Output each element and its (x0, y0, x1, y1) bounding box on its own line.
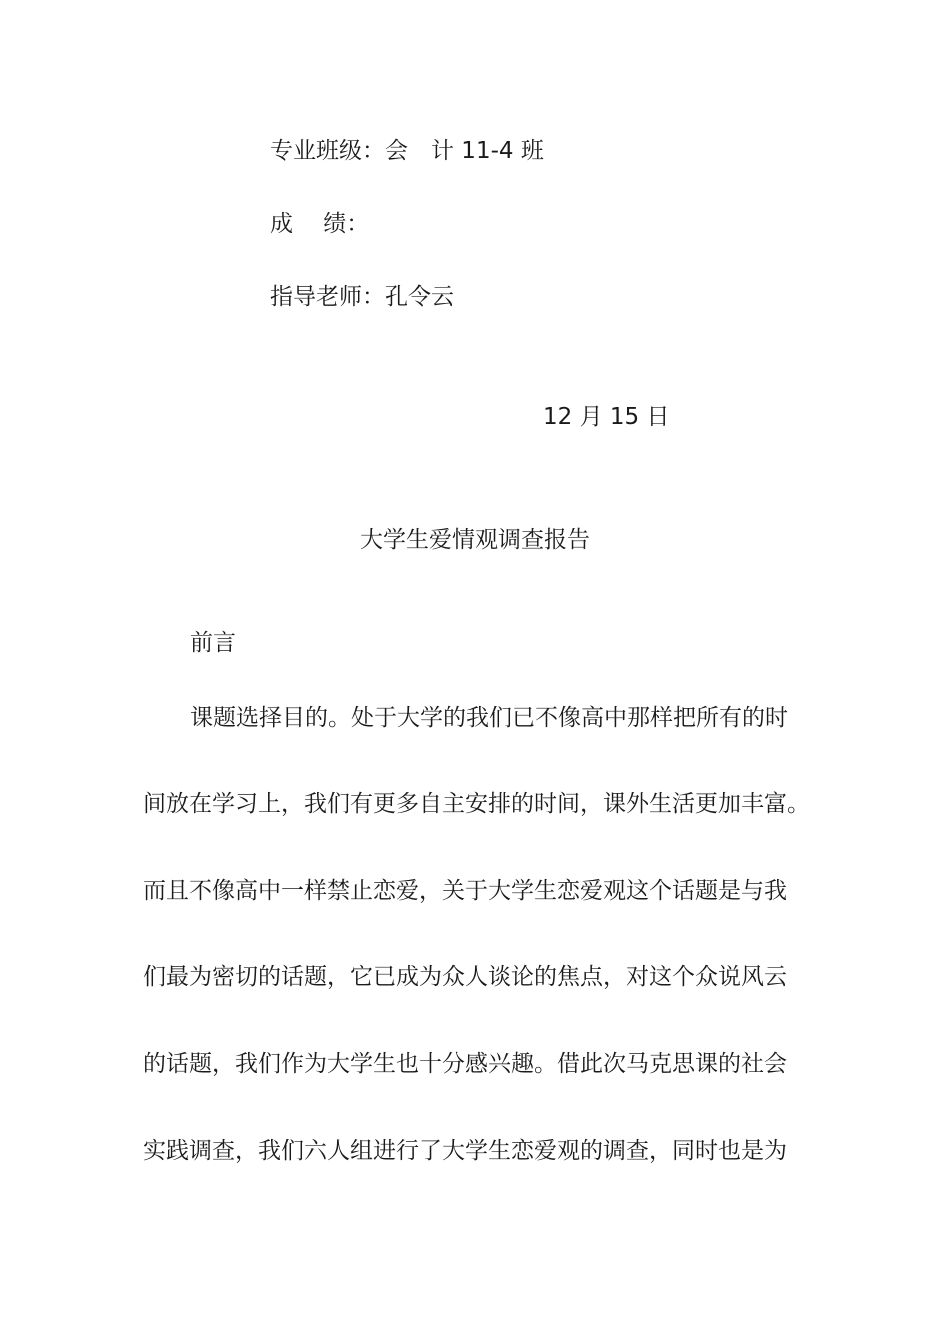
advisor-label: 指导老师： (270, 284, 385, 310)
paragraph-line: 间放在学习上，我们有更多自主安排的时间，课外生活更加丰富。 (143, 791, 810, 817)
major-class-label: 专业班级： (270, 138, 385, 164)
grade-label: 成 绩： (270, 211, 370, 237)
preface-heading: 前言 (190, 630, 236, 656)
advisor-row (270, 282, 454, 312)
paragraph-line: 的话题，我们作为大学生也十分感兴趣。借此次马克思课的社会 (143, 1051, 787, 1077)
report-date: 12 月 15 日 (543, 404, 670, 430)
advisor-value: 孔令云 (385, 284, 454, 310)
paragraph-line: 课题选择目的。处于大学的我们已不像高中那样把所有的时 (190, 705, 788, 731)
report-title: 大学生爱情观调查报告 (360, 527, 590, 553)
paragraph-line: 而且不像高中一样禁止恋爱，关于大学生恋爱观这个话题是与我 (143, 878, 787, 904)
major-class-value: 会 计 11-4 班 (385, 138, 544, 164)
paragraph-line: 们最为密切的话题，它已成为众人谈论的焦点，对这个众说风云 (143, 964, 787, 990)
major-class-row (270, 136, 544, 166)
grade-row (270, 209, 369, 239)
paragraph-line: 实践调查，我们六人组进行了大学生恋爱观的调查，同时也是为 (143, 1138, 787, 1164)
